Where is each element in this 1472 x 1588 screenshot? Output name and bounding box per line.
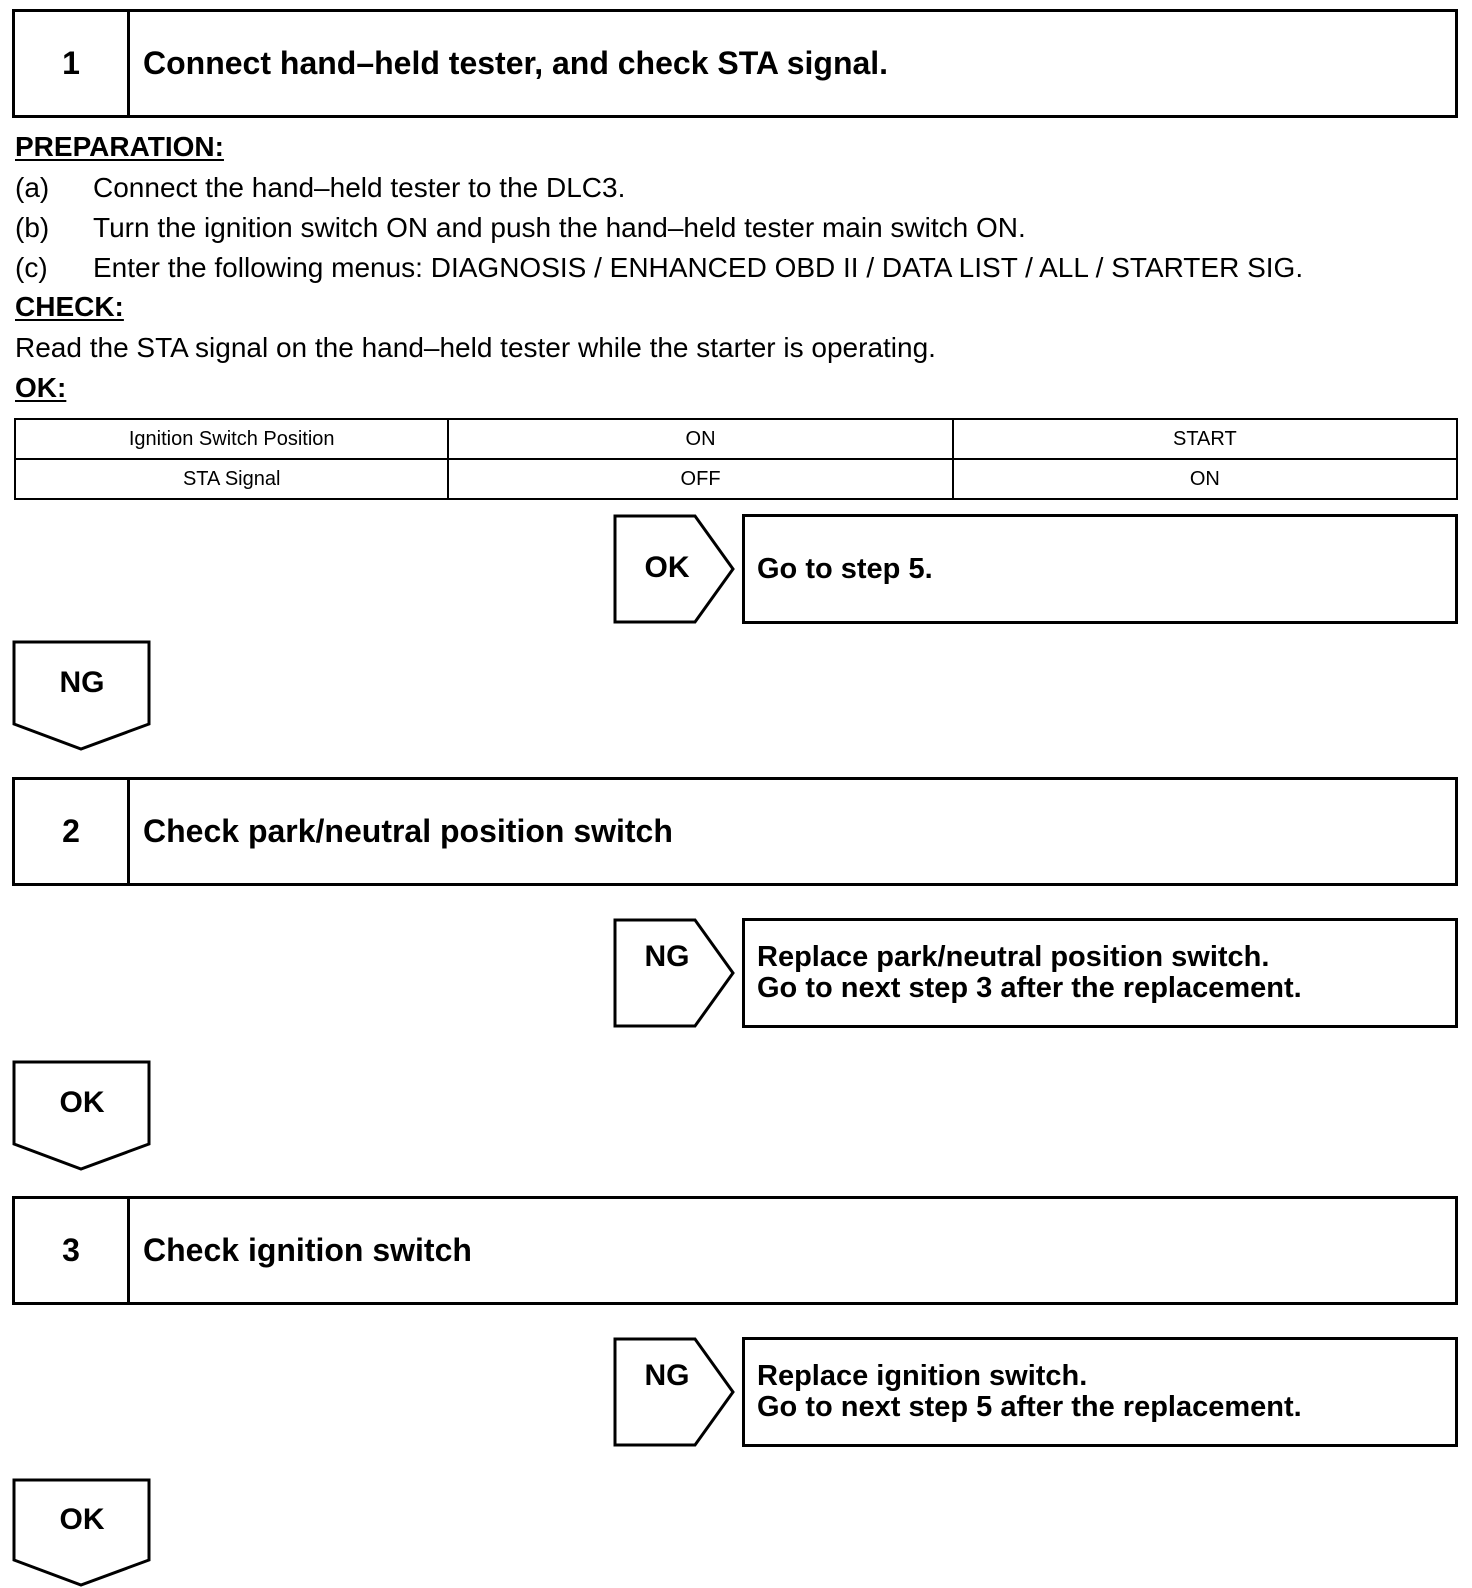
branch-label: NG [644,940,690,973]
step-1-box [12,9,1458,118]
step-title: Check park/neutral position switch [143,813,673,849]
result-box [742,514,1458,624]
result-line: Go to next step 5 after the replacement. [757,1391,1302,1423]
preparation-heading: PREPARATION: [15,131,224,162]
preparation-item-a [15,172,625,204]
branch-label: OK [644,551,690,584]
table-row [15,419,1457,459]
item-text: Turn the ignition switch ON and push the hand–held tester main switch ON. [93,212,1026,243]
check-text: Read the STA signal on the hand–held tester while the starter is operating. [15,332,936,363]
item-label: (a) [15,172,50,203]
step-title: Connect hand–held tester, and check STA signal. [143,45,889,81]
result-text [757,921,1302,1025]
table-cell: STA Signal [15,459,448,499]
spec-table [14,418,1458,500]
result-line: Go to step 5. [757,552,933,585]
branch-label: NG [59,666,105,699]
result-text [757,1340,1302,1444]
item-text: Enter the following menus: DIAGNOSIS / ENHANCED OBD II / DATA LIST / ALL / STARTER SIG. [93,252,1304,283]
step-3-box [12,1196,1458,1305]
item-label: (b) [15,212,50,243]
preparation-item-c [15,252,1303,284]
ok-heading: OK: [15,372,67,403]
result-line: Go to next step 3 after the replacement. [757,972,1302,1004]
step-2-box [12,777,1458,886]
item-label: (c) [15,252,48,283]
result-line: Replace park/neutral position switch. [757,941,1270,973]
branch-label: OK [59,1086,105,1119]
table-cell: OFF [448,459,952,499]
branch-label: OK [59,1503,105,1536]
table-row [15,459,1457,499]
table-cell: ON [953,459,1457,499]
step-number: 3 [15,1199,130,1302]
table-cell: ON [448,419,952,459]
item-text: Connect the hand–held tester to the DLC3. [93,172,626,203]
table-cell: Ignition Switch Position [15,419,448,459]
step-number: 2 [15,780,130,883]
result-box [742,918,1458,1028]
result-box [742,1337,1458,1447]
step-title: Check ignition switch [143,1232,472,1268]
result-line: Replace ignition switch. [757,1360,1088,1392]
table-cell: START [953,419,1457,459]
result-text [757,517,933,621]
branch-label: NG [644,1359,690,1392]
check-heading: CHECK: [15,291,124,322]
preparation-item-b [15,212,1026,244]
step-number: 1 [15,12,130,115]
